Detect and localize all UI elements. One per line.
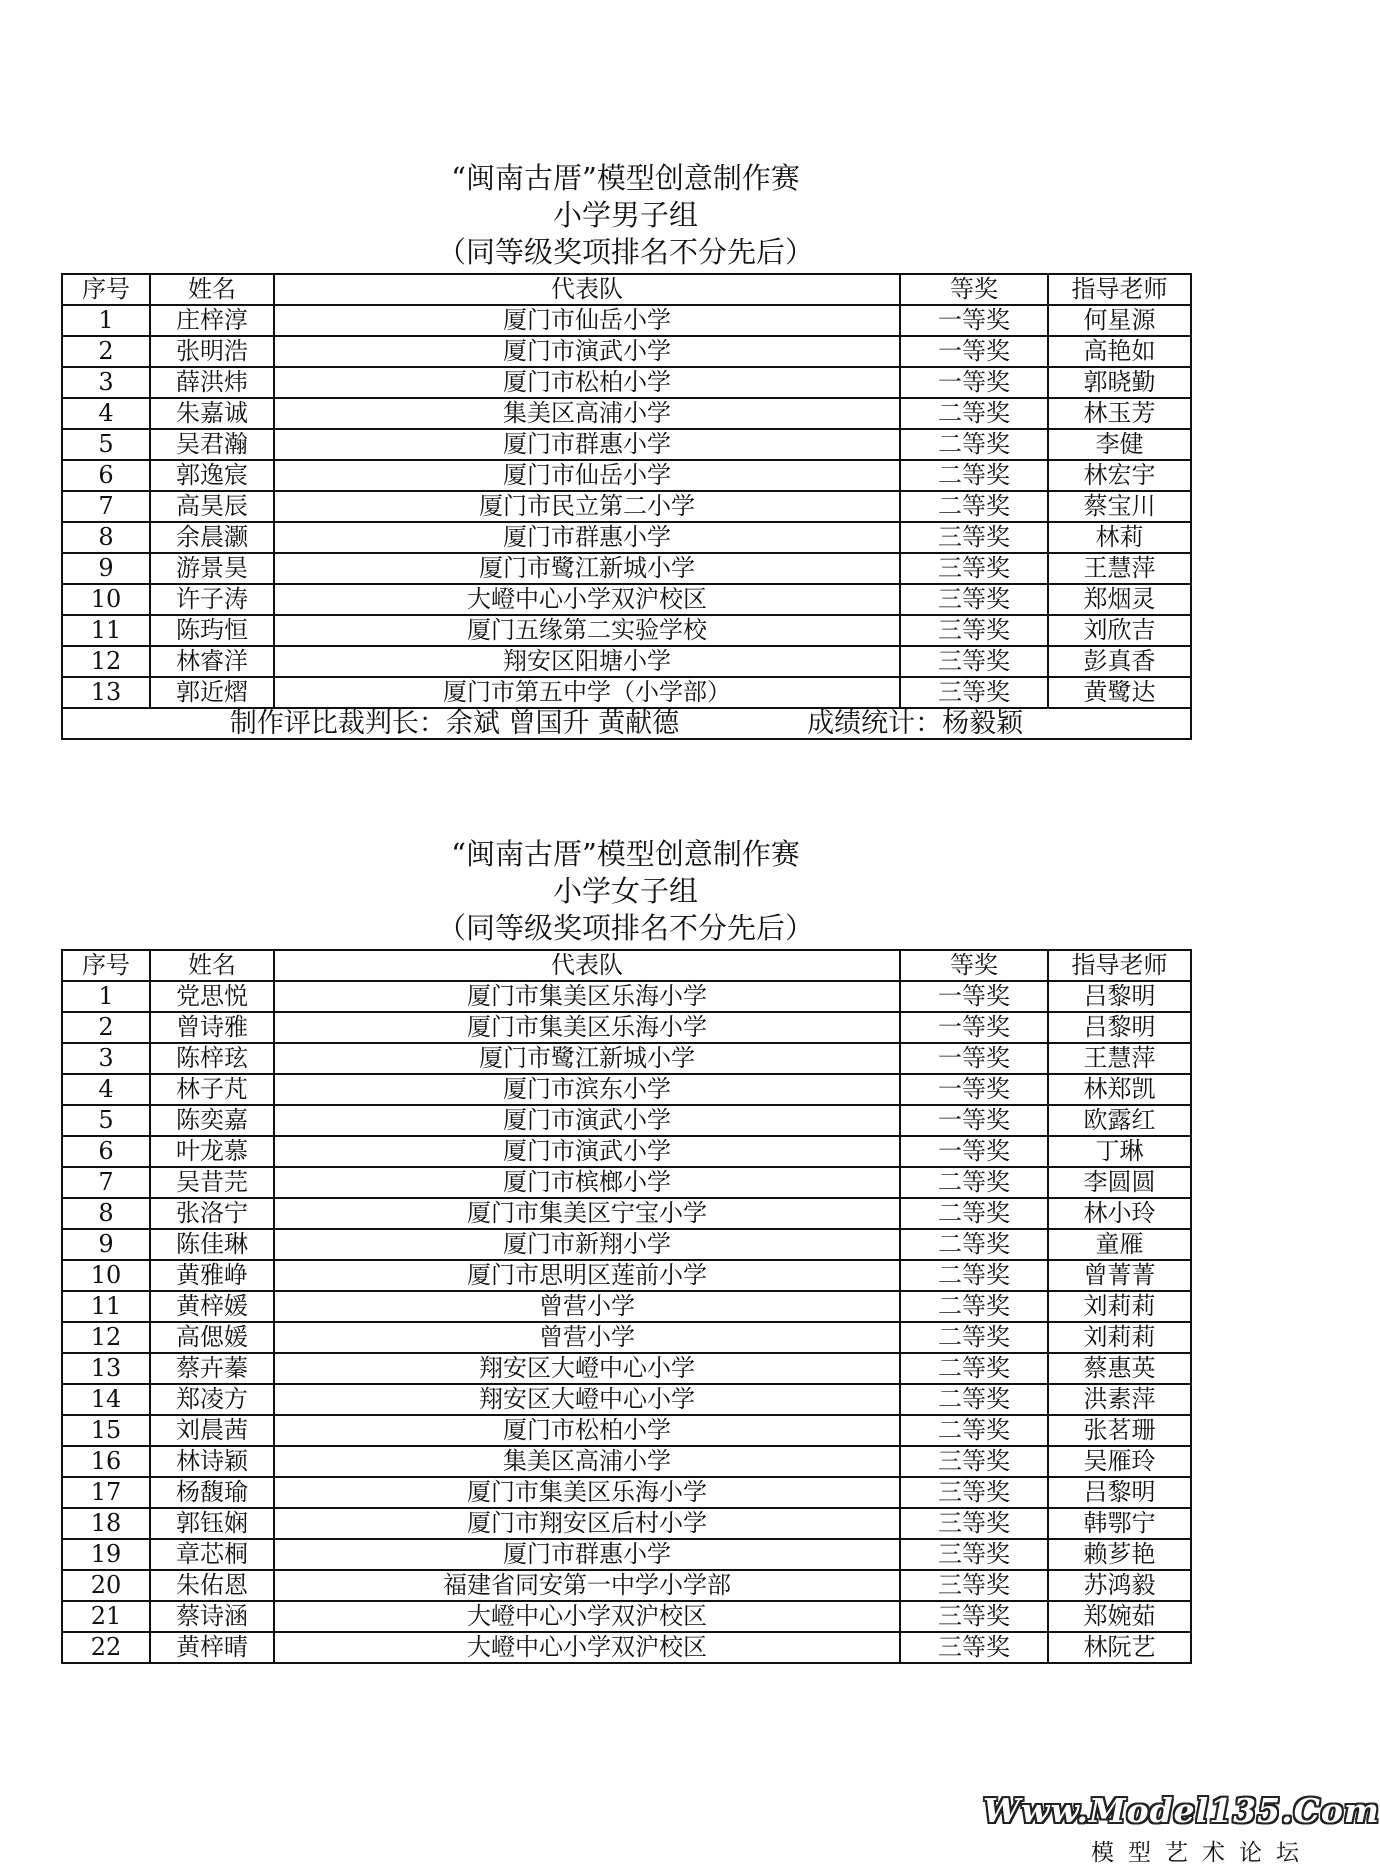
cell-name: 陈奕嘉 xyxy=(150,1105,274,1136)
cell-award: 三等奖 xyxy=(900,584,1048,615)
cell-index: 9 xyxy=(62,1229,150,1260)
group-title: 小学女子组 xyxy=(552,874,698,908)
cell-team: 翔安区大嶝中心小学 xyxy=(274,1384,900,1415)
cell-name: 薛洪炜 xyxy=(150,367,274,398)
cell-teacher: 郑烟灵 xyxy=(1048,584,1191,615)
cell-team: 大嶝中心小学双沪校区 xyxy=(274,1632,900,1663)
table-row xyxy=(62,460,1191,491)
girls-awards-table xyxy=(61,949,1192,1664)
group-title: 小学男子组 xyxy=(552,198,698,232)
table-header-row xyxy=(62,274,1191,305)
table-row xyxy=(62,491,1191,522)
cell-team: 厦门市鹭江新城小学 xyxy=(274,553,900,584)
ranking-note: （同等级奖项排名不分先后） xyxy=(436,911,814,945)
site-watermark xyxy=(983,1791,1380,1867)
cell-index: 21 xyxy=(62,1601,150,1632)
cell-teacher: 蔡惠英 xyxy=(1048,1353,1191,1384)
cell-award: 一等奖 xyxy=(900,981,1048,1012)
cell-teacher: 曾菁菁 xyxy=(1048,1260,1191,1291)
header-name: 姓名 xyxy=(150,274,274,305)
cell-teacher: 黄鹭达 xyxy=(1048,677,1191,708)
cell-teacher: 林郑凯 xyxy=(1048,1074,1191,1105)
cell-team: 厦门五缘第二实验学校 xyxy=(274,615,900,646)
cell-award: 一等奖 xyxy=(900,1136,1048,1167)
cell-name: 朱嘉诚 xyxy=(150,398,274,429)
cell-award: 二等奖 xyxy=(900,1353,1048,1384)
cell-name: 黄梓晴 xyxy=(150,1632,274,1663)
cell-award: 三等奖 xyxy=(900,615,1048,646)
ranking-note: （同等级奖项排名不分先后） xyxy=(436,235,814,269)
header-teacher: 指导老师 xyxy=(1048,950,1191,981)
cell-teacher: 赖芗艳 xyxy=(1048,1539,1191,1570)
table-row xyxy=(62,429,1191,460)
cell-teacher: 林阮艺 xyxy=(1048,1632,1191,1663)
cell-award: 一等奖 xyxy=(900,1105,1048,1136)
cell-team: 厦门市集美区宁宝小学 xyxy=(274,1198,900,1229)
cell-award: 二等奖 xyxy=(900,1384,1048,1415)
cell-teacher: 蔡宝川 xyxy=(1048,491,1191,522)
cell-award: 三等奖 xyxy=(900,522,1048,553)
cell-teacher: 吕黎明 xyxy=(1048,1477,1191,1508)
header-award: 等奖 xyxy=(900,950,1048,981)
table-row xyxy=(62,615,1191,646)
cell-award: 三等奖 xyxy=(900,553,1048,584)
cell-name: 张洛宁 xyxy=(150,1198,274,1229)
cell-index: 7 xyxy=(62,491,150,522)
cell-name: 郭近熠 xyxy=(150,677,274,708)
cell-team: 厦门市翔安区后村小学 xyxy=(274,1508,900,1539)
cell-team: 大嶝中心小学双沪校区 xyxy=(274,1601,900,1632)
cell-teacher: 王慧萍 xyxy=(1048,553,1191,584)
cell-teacher: 李健 xyxy=(1048,429,1191,460)
cell-teacher: 洪素萍 xyxy=(1048,1384,1191,1415)
header-team: 代表队 xyxy=(274,950,900,981)
cell-teacher: 郑婉茹 xyxy=(1048,1601,1191,1632)
cell-index: 12 xyxy=(62,1322,150,1353)
table-row xyxy=(62,1384,1191,1415)
cell-teacher: 张茗珊 xyxy=(1048,1415,1191,1446)
cell-team: 厦门市集美区乐海小学 xyxy=(274,1012,900,1043)
cell-name: 庄梓淳 xyxy=(150,305,274,336)
table-row xyxy=(62,1632,1191,1663)
table-row xyxy=(62,1508,1191,1539)
table-row xyxy=(62,553,1191,584)
cell-name: 游景昊 xyxy=(150,553,274,584)
cell-teacher: 王慧萍 xyxy=(1048,1043,1191,1074)
cell-index: 6 xyxy=(62,460,150,491)
boys-awards-table xyxy=(61,273,1192,740)
cell-award: 二等奖 xyxy=(900,1260,1048,1291)
cell-team: 厦门市演武小学 xyxy=(274,1105,900,1136)
cell-index: 13 xyxy=(62,677,150,708)
cell-award: 三等奖 xyxy=(900,677,1048,708)
cell-index: 12 xyxy=(62,646,150,677)
header-team: 代表队 xyxy=(274,274,900,305)
cell-teacher: 吴雁玲 xyxy=(1048,1446,1191,1477)
cell-award: 三等奖 xyxy=(900,1570,1048,1601)
cell-teacher: 苏鸿毅 xyxy=(1048,1570,1191,1601)
cell-team: 曾营小学 xyxy=(274,1322,900,1353)
table-row xyxy=(62,1012,1191,1043)
table-row xyxy=(62,1105,1191,1136)
competition-title: “闽南古厝”模型创意制作赛 xyxy=(451,161,800,195)
cell-index: 9 xyxy=(62,553,150,584)
cell-team: 曾营小学 xyxy=(274,1291,900,1322)
cell-award: 二等奖 xyxy=(900,1167,1048,1198)
cell-teacher: 童雁 xyxy=(1048,1229,1191,1260)
cell-team: 厦门市第五中学（小学部） xyxy=(274,677,900,708)
cell-team: 厦门市民立第二小学 xyxy=(274,491,900,522)
cell-index: 4 xyxy=(62,1074,150,1105)
cell-teacher: 彭真香 xyxy=(1048,646,1191,677)
cell-name: 林睿洋 xyxy=(150,646,274,677)
cell-index: 1 xyxy=(62,981,150,1012)
cell-teacher: 丁琳 xyxy=(1048,1136,1191,1167)
cell-award: 三等奖 xyxy=(900,1539,1048,1570)
cell-index: 16 xyxy=(62,1446,150,1477)
cell-index: 19 xyxy=(62,1539,150,1570)
cell-index: 7 xyxy=(62,1167,150,1198)
cell-team: 厦门市松柏小学 xyxy=(274,367,900,398)
cell-index: 22 xyxy=(62,1632,150,1663)
cell-name: 张明浩 xyxy=(150,336,274,367)
cell-name: 吴君瀚 xyxy=(150,429,274,460)
cell-team: 集美区高浦小学 xyxy=(274,1446,900,1477)
table-row xyxy=(62,584,1191,615)
cell-award: 二等奖 xyxy=(900,460,1048,491)
cell-name: 高昊辰 xyxy=(150,491,274,522)
cell-team: 厦门市槟榔小学 xyxy=(274,1167,900,1198)
table-row xyxy=(62,1539,1191,1570)
cell-name: 郭钰娴 xyxy=(150,1508,274,1539)
table-row xyxy=(62,1291,1191,1322)
cell-name: 郭逸宸 xyxy=(150,460,274,491)
judges-text: 制作评比裁判长：余斌 曾国升 黄献德 xyxy=(229,708,680,739)
cell-index: 8 xyxy=(62,1198,150,1229)
table-row xyxy=(62,646,1191,677)
cell-award: 一等奖 xyxy=(900,1012,1048,1043)
table-row xyxy=(62,1043,1191,1074)
header-index: 序号 xyxy=(62,274,150,305)
cell-teacher: 林玉芳 xyxy=(1048,398,1191,429)
table-row xyxy=(62,398,1191,429)
cell-team: 厦门市演武小学 xyxy=(274,1136,900,1167)
cell-team: 厦门市松柏小学 xyxy=(274,1415,900,1446)
cell-index: 5 xyxy=(62,1105,150,1136)
cell-teacher: 刘欣吉 xyxy=(1048,615,1191,646)
table-row xyxy=(62,677,1191,708)
stats-text: 成绩统计：杨毅颖 xyxy=(807,708,1024,739)
cell-name: 黄梓媛 xyxy=(150,1291,274,1322)
cell-index: 2 xyxy=(62,336,150,367)
cell-award: 一等奖 xyxy=(900,1043,1048,1074)
cell-name: 蔡卉蓁 xyxy=(150,1353,274,1384)
header-teacher: 指导老师 xyxy=(1048,274,1191,305)
table-header-row xyxy=(62,950,1191,981)
cell-name: 许子涛 xyxy=(150,584,274,615)
cell-teacher: 林莉 xyxy=(1048,522,1191,553)
table-row xyxy=(62,1322,1191,1353)
cell-index: 14 xyxy=(62,1384,150,1415)
table-row xyxy=(62,1229,1191,1260)
cell-teacher: 何星源 xyxy=(1048,305,1191,336)
table-row xyxy=(62,1570,1191,1601)
cell-team: 厦门市思明区莲前小学 xyxy=(274,1260,900,1291)
cell-index: 11 xyxy=(62,615,150,646)
table-row xyxy=(62,1446,1191,1477)
cell-index: 1 xyxy=(62,305,150,336)
cell-index: 4 xyxy=(62,398,150,429)
cell-team: 集美区高浦小学 xyxy=(274,398,900,429)
cell-team: 厦门市新翔小学 xyxy=(274,1229,900,1260)
cell-index: 10 xyxy=(62,584,150,615)
cell-teacher: 吕黎明 xyxy=(1048,981,1191,1012)
cell-index: 18 xyxy=(62,1508,150,1539)
cell-team: 厦门市仙岳小学 xyxy=(274,305,900,336)
table-row xyxy=(62,1260,1191,1291)
cell-award: 二等奖 xyxy=(900,429,1048,460)
cell-team: 厦门市演武小学 xyxy=(274,336,900,367)
cell-name: 曾诗雅 xyxy=(150,1012,274,1043)
cell-award: 二等奖 xyxy=(900,1229,1048,1260)
cell-index: 10 xyxy=(62,1260,150,1291)
table-row xyxy=(62,1477,1191,1508)
cell-index: 20 xyxy=(62,1570,150,1601)
cell-teacher: 欧露红 xyxy=(1048,1105,1191,1136)
header-index: 序号 xyxy=(62,950,150,981)
cell-index: 3 xyxy=(62,1043,150,1074)
cell-award: 二等奖 xyxy=(900,1415,1048,1446)
cell-name: 朱佑恩 xyxy=(150,1570,274,1601)
cell-award: 一等奖 xyxy=(900,305,1048,336)
cell-team: 厦门市滨东小学 xyxy=(274,1074,900,1105)
cell-name: 黄雅峥 xyxy=(150,1260,274,1291)
cell-award: 二等奖 xyxy=(900,1198,1048,1229)
cell-team: 厦门市鹭江新城小学 xyxy=(274,1043,900,1074)
cell-teacher: 吕黎明 xyxy=(1048,1012,1191,1043)
cell-name: 林诗颖 xyxy=(150,1446,274,1477)
cell-teacher: 高艳如 xyxy=(1048,336,1191,367)
cell-name: 陈佳琳 xyxy=(150,1229,274,1260)
cell-teacher: 刘莉莉 xyxy=(1048,1322,1191,1353)
cell-team: 厦门市群惠小学 xyxy=(274,522,900,553)
competition-title: “闽南古厝”模型创意制作赛 xyxy=(451,837,800,871)
cell-name: 余晨灏 xyxy=(150,522,274,553)
cell-name: 刘晨茜 xyxy=(150,1415,274,1446)
table-row xyxy=(62,1074,1191,1105)
cell-award: 三等奖 xyxy=(900,1446,1048,1477)
cell-index: 2 xyxy=(62,1012,150,1043)
cell-name: 高偲媛 xyxy=(150,1322,274,1353)
cell-index: 15 xyxy=(62,1415,150,1446)
cell-award: 一等奖 xyxy=(900,1074,1048,1105)
cell-name: 郑凌方 xyxy=(150,1384,274,1415)
cell-award: 三等奖 xyxy=(900,1477,1048,1508)
cell-name: 杨馥瑜 xyxy=(150,1477,274,1508)
table-row xyxy=(62,1136,1191,1167)
cell-name: 叶龙慕 xyxy=(150,1136,274,1167)
cell-team: 厦门市集美区乐海小学 xyxy=(274,981,900,1012)
cell-team: 福建省同安第一中学小学部 xyxy=(274,1570,900,1601)
cell-award: 二等奖 xyxy=(900,491,1048,522)
cell-index: 5 xyxy=(62,429,150,460)
cell-index: 13 xyxy=(62,1353,150,1384)
cell-teacher: 李圆圆 xyxy=(1048,1167,1191,1198)
table-row xyxy=(62,1601,1191,1632)
watermark-url: Www.Model135.Com xyxy=(983,1791,1380,1830)
table-row xyxy=(62,305,1191,336)
table-row xyxy=(62,336,1191,367)
cell-index: 3 xyxy=(62,367,150,398)
cell-teacher: 郭晓勤 xyxy=(1048,367,1191,398)
girls-group-section xyxy=(61,836,1190,1664)
cell-name: 章芯桐 xyxy=(150,1539,274,1570)
officials-cell xyxy=(62,708,1191,739)
cell-award: 二等奖 xyxy=(900,1291,1048,1322)
cell-name: 陈梓玹 xyxy=(150,1043,274,1074)
cell-teacher: 韩鄂宁 xyxy=(1048,1508,1191,1539)
officials-row xyxy=(62,708,1191,739)
cell-teacher: 林宏宇 xyxy=(1048,460,1191,491)
cell-award: 三等奖 xyxy=(900,1601,1048,1632)
cell-name: 蔡诗涵 xyxy=(150,1601,274,1632)
cell-team: 翔安区大嶝中心小学 xyxy=(274,1353,900,1384)
cell-award: 一等奖 xyxy=(900,367,1048,398)
cell-index: 17 xyxy=(62,1477,150,1508)
cell-teacher: 刘莉莉 xyxy=(1048,1291,1191,1322)
boys-group-section xyxy=(61,160,1190,740)
cell-name: 党思悦 xyxy=(150,981,274,1012)
cell-award: 三等奖 xyxy=(900,646,1048,677)
table-row xyxy=(62,1415,1191,1446)
cell-name: 林子芃 xyxy=(150,1074,274,1105)
cell-index: 8 xyxy=(62,522,150,553)
cell-teacher: 林小玲 xyxy=(1048,1198,1191,1229)
table-row xyxy=(62,522,1191,553)
watermark-text: 模型艺术论坛 xyxy=(1091,1840,1313,1866)
cell-award: 二等奖 xyxy=(900,398,1048,429)
cell-team: 大嶝中心小学双沪校区 xyxy=(274,584,900,615)
header-award: 等奖 xyxy=(900,274,1048,305)
cell-team: 厦门市仙岳小学 xyxy=(274,460,900,491)
cell-name: 吴昔芫 xyxy=(150,1167,274,1198)
cell-award: 三等奖 xyxy=(900,1508,1048,1539)
cell-award: 二等奖 xyxy=(900,1322,1048,1353)
header-name: 姓名 xyxy=(150,950,274,981)
cell-index: 6 xyxy=(62,1136,150,1167)
cell-index: 11 xyxy=(62,1291,150,1322)
cell-team: 翔安区阳塘小学 xyxy=(274,646,900,677)
table-row xyxy=(62,1198,1191,1229)
table-row xyxy=(62,1353,1191,1384)
table-row xyxy=(62,981,1191,1012)
cell-team: 厦门市集美区乐海小学 xyxy=(274,1477,900,1508)
cell-award: 三等奖 xyxy=(900,1632,1048,1663)
cell-team: 厦门市群惠小学 xyxy=(274,1539,900,1570)
table-row xyxy=(62,1167,1191,1198)
table-row xyxy=(62,367,1191,398)
cell-award: 一等奖 xyxy=(900,336,1048,367)
cell-team: 厦门市群惠小学 xyxy=(274,429,900,460)
cell-name: 陈玙恒 xyxy=(150,615,274,646)
